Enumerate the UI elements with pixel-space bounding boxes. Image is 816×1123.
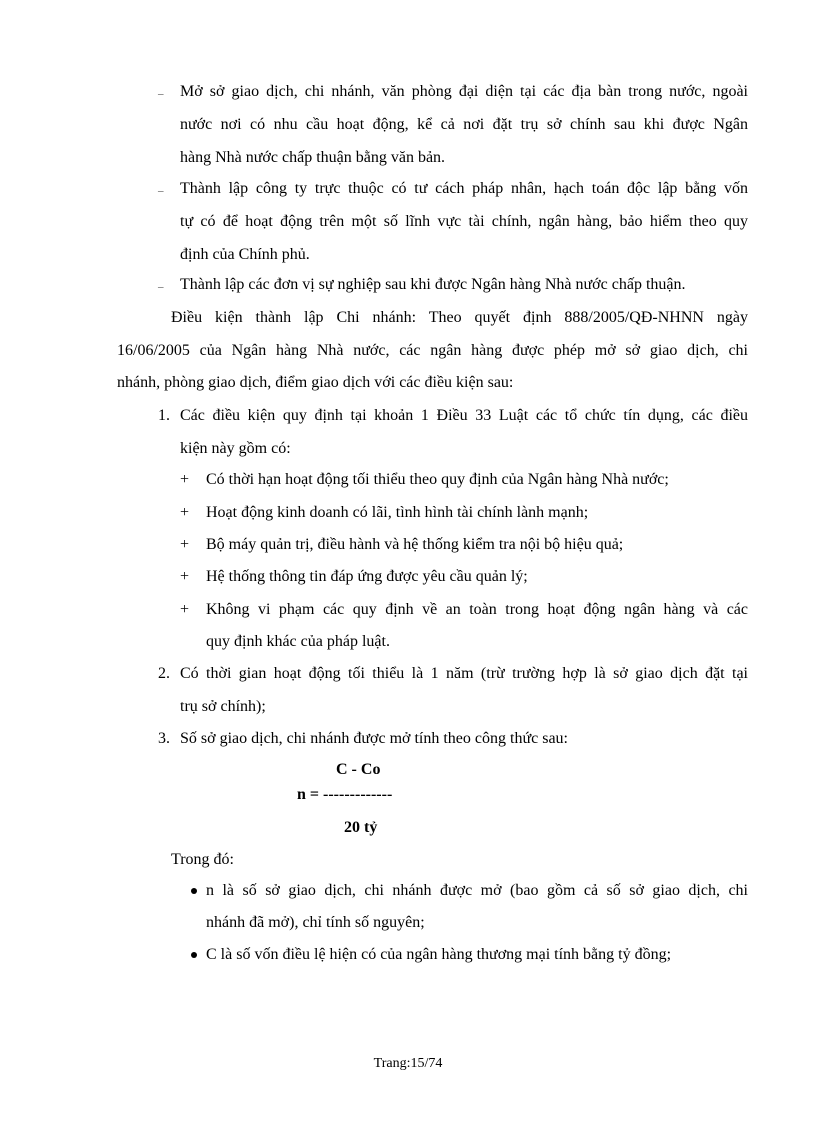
dash-item-1-line-1: Mở sở giao dịch, chi nhánh, văn phòng đại diện tại các địa bàn trong nước, ngoài <box>180 83 748 100</box>
plus-marker: + <box>180 504 190 521</box>
dash-marker: – <box>158 88 164 100</box>
paragraph-line-1: Điều kiện thành lập Chi nhánh: Theo quyết định 888/2005/QĐ-NHNN ngày <box>171 309 748 326</box>
formula-denominator: 20 tỷ <box>344 819 378 836</box>
bullet-1-line-1: n là số sở giao dịch, chi nhánh được mở (bao gồm cả số sở giao dịch, chi <box>206 882 748 899</box>
subitem-5-line-2: quy định khác của pháp luật. <box>206 633 390 650</box>
subitem-4: Hệ thống thông tin đáp ứng được yêu cầu quản lý; <box>206 568 528 585</box>
where-label: Trong đó: <box>171 851 234 868</box>
list-number: 1. <box>158 407 170 424</box>
subitem-5-line-1: Không vi phạm các quy định về an toàn trong hoạt động ngân hàng và các <box>206 601 748 618</box>
bullet-dot-icon <box>191 952 197 958</box>
subitem-1: Có thời hạn hoạt động tối thiểu theo quy định của Ngân hàng Nhà nước; <box>206 471 669 488</box>
plus-marker: + <box>180 536 190 553</box>
bullet-2-line-1: C là số vốn điều lệ hiện có của ngân hàng thương mại tính bằng tỷ đồng; <box>206 946 672 963</box>
dash-marker: – <box>158 281 164 293</box>
dash-item-1-line-3: hàng Nhà nước chấp thuận bằng văn bản. <box>180 149 446 166</box>
numbered-1-line-1: Các điều kiện quy định tại khoản 1 Điều 33 Luật các tổ chức tín dụng, các điều <box>180 407 748 424</box>
plus-marker: + <box>180 471 190 488</box>
subitem-2: Hoạt động kinh doanh có lãi, tình hình tài chính lành mạnh; <box>206 504 589 521</box>
page-number-footer: Trang:15/74 <box>373 1056 443 1071</box>
plus-marker: + <box>180 568 190 585</box>
paragraph-line-2: 16/06/2005 của Ngân hàng Nhà nước, các ngân hàng được phép mở sở giao dịch, chi <box>117 342 748 359</box>
formula-lhs: n = ------------- <box>297 786 393 803</box>
subitem-3: Bộ máy quản trị, điều hành và hệ thống kiểm tra nội bộ hiệu quả; <box>206 536 624 553</box>
numbered-2-line-1: Có thời gian hoạt động tối thiểu là 1 năm (trừ trường hợp là sở giao dịch đặt tại <box>180 665 748 682</box>
numbered-1-line-2: kiện này gồm có: <box>180 440 291 457</box>
bullet-1-line-2: nhánh đã mở), chỉ tính số nguyên; <box>206 914 425 931</box>
numbered-2-line-2: trụ sở chính); <box>180 698 266 715</box>
plus-marker: + <box>180 601 190 618</box>
numbered-3-line-1: Số sở giao dịch, chi nhánh được mở tính theo công thức sau: <box>180 730 568 747</box>
list-number: 2. <box>158 665 170 682</box>
formula-numerator: C - Co <box>336 761 381 778</box>
list-number: 3. <box>158 730 170 747</box>
dash-item-2-line-1: Thành lập công ty trực thuộc có tư cách pháp nhân, hạch toán độc lập bằng vốn <box>180 180 748 197</box>
dash-item-2-line-2: tự có để hoạt động trên một số lĩnh vực tài chính, ngân hàng, bảo hiểm theo quy <box>180 213 748 230</box>
bullet-dot-icon <box>191 888 197 894</box>
dash-marker: – <box>158 185 164 197</box>
paragraph-line-3: nhánh, phòng giao dịch, điểm giao dịch với các điều kiện sau: <box>117 374 514 391</box>
dash-item-3-line-1: Thành lập các đơn vị sự nghiệp sau khi được Ngân hàng Nhà nước chấp thuận. <box>180 276 686 293</box>
dash-item-2-line-3: định của Chính phủ. <box>180 246 310 263</box>
dash-item-1-line-2: nước nơi có nhu cầu hoạt động, kể cả nơi đặt trụ sở chính sau khi được Ngân <box>180 116 748 133</box>
